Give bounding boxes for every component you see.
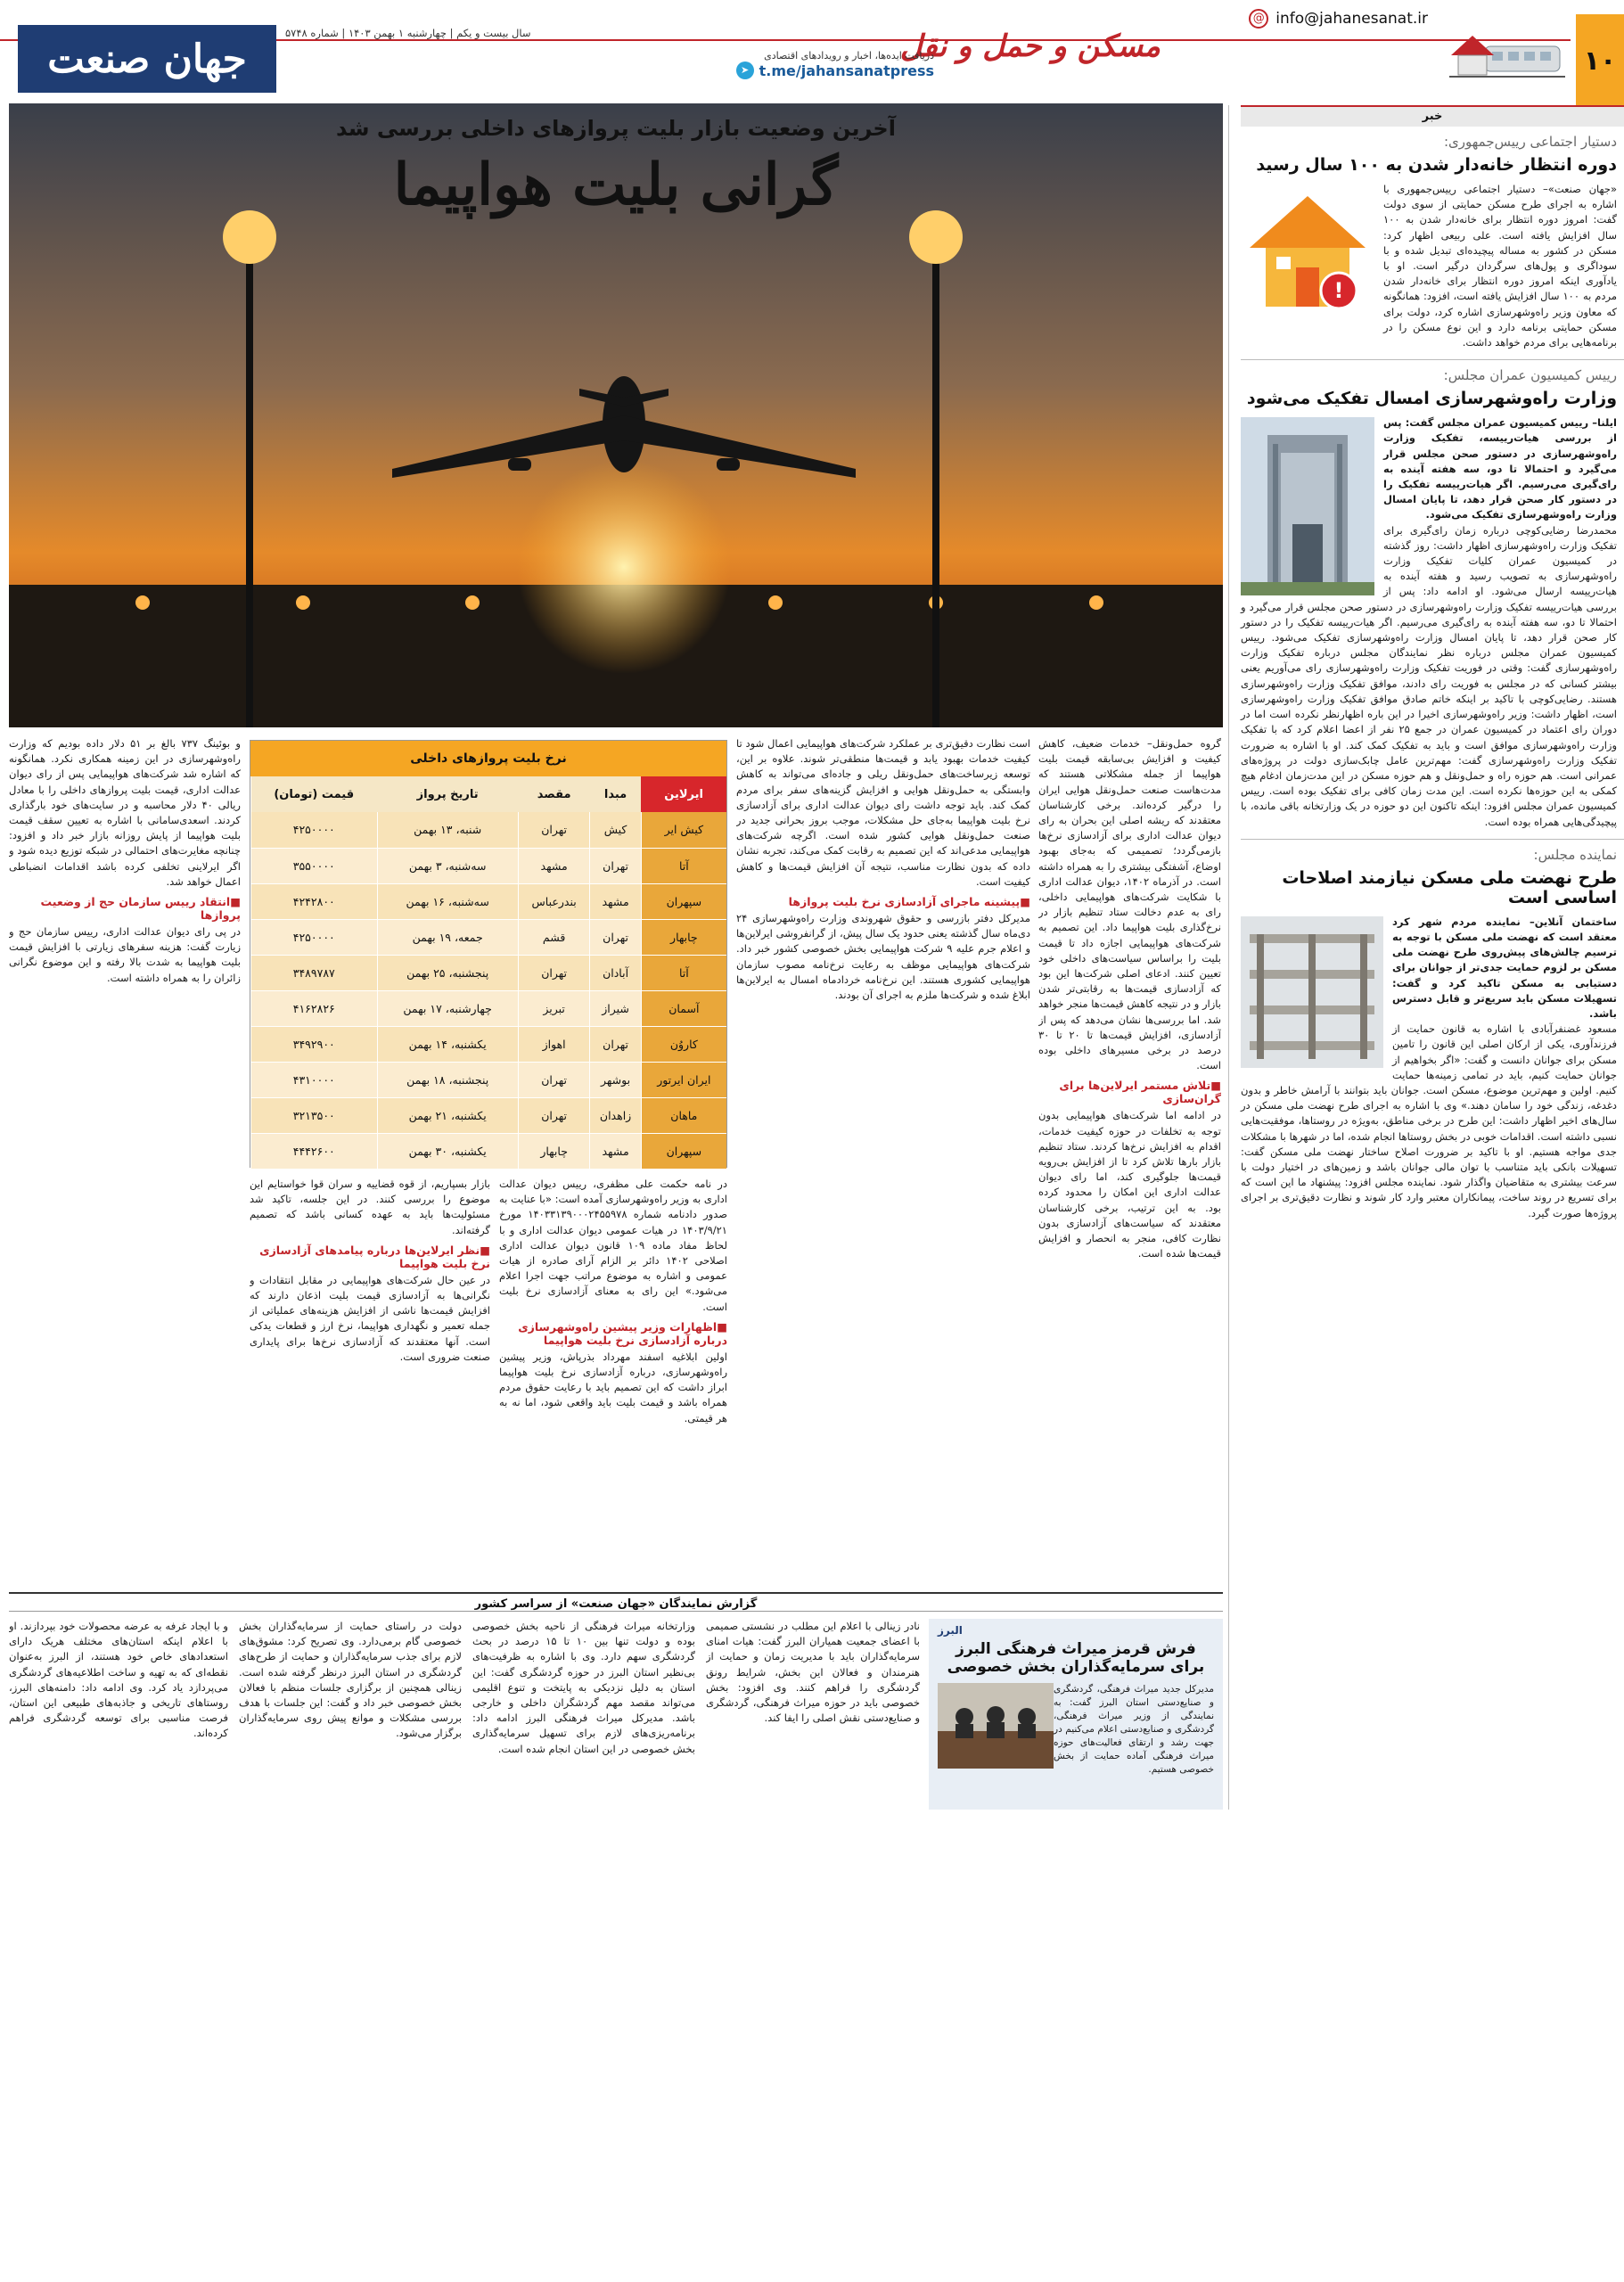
main-col-2-subhead: ■ پیشینه ماجرای آزادسازی نرخ بلیت پروازها [736,895,1030,908]
table-cell: ماهان [641,1097,726,1133]
table-cell: آبادان [590,955,641,990]
story1-title: دوره انتظار خانه‌دار شدن به ۱۰۰ سال رسید [1256,155,1617,175]
main-col-2 [736,736,1030,1579]
sidebar-label-bar [1241,105,1624,127]
table-cell: تهران [518,1062,590,1097]
main-col-1-text-b: در ادامه اما شرکت‌های هواپیمایی بدون توجه به تخلفات در حوزه کیفیت خدمات، اقدام به افزایش نرخ‌ها کردند. ستاد تنظیم بازار بارها تلاش کرد تا از افزایش بی‌رویه قیمت‌ها جلوگیری کند، اما رای دیوان عدالت اداری این امکان را محدود کرده بود. به این ترتیب، برخی کارشناسان معتقدند که سیاست‌های آزادسازی بدون نظارت کافی، منجر به انحصار و افزایش قیمت‌ها شده است. [1038,1109,1221,1260]
main-col-3 [499,1177,727,1578]
table-cell: جمعه، ۱۹ بهمن [377,919,518,955]
divider [1241,839,1624,840]
page-header [0,0,1624,100]
main-col-5 [9,736,241,1579]
main-col-4-text: بازار بسپاریم، از قوه قضاییه و سران قوا خواستایم این موضوع را بررسی کنند. در این جلسه، تاکید شد مسئولیت‌ها باید به عهده کسانی باشد که تصمیم گرفته‌اند. [250,1178,490,1236]
telegram-caption: دریافت ایده‌ها، اخبار و رویدادهای اقتصادی [764,50,934,62]
table-cell: سپهران [641,1133,726,1169]
table-cell: ۳۴۸۹۷۸۷ [251,955,378,990]
table-cell: کاروُن [641,1026,726,1062]
story1-body: «جهان صنعت»– دستیار اجتماعی رییس‌جمهوری با اشاره به اجرای طرح مسکن حمایتی از سوی دولت گفت: امروز دوره انتظار برای خانه‌دار شدن به ۱۰۰ سال افزایش یافته است. علی ربیعی اظهار کرد: مسکن در کشور به مساله پیچیده‌ای تبدیل شده و با سوداگری و پول‌های سرگردان درگیر است. او با یادآوری اینکه امروز دوره انتظار برای خانه‌دار شدن مردم به ۱۰۰ سال افزایش یافته است، افزود: همانگونه که معاون وزیر راه‌وشهرسازی اشاره کرد، دولت برای مسکن حمایتی برنامه دارد و این نوع مسکن را در برنامه‌هایی برای مردم خواهد داشت. [1383,183,1617,349]
price-table-title: نرخ بلیت پروازهای داخلی [250,741,726,776]
main-col-3-text: در نامه حکمت علی مظفری، رییس دیوان عدالت اداری به وزیر راه‌وشهرسازی آمده است: «با عنایت به صدور دادنامه شماره ۱۴۰۳۳۱۳۹۰۰۰۲۴۵۵۹۷۸ مورخ ۱۴۰۳/۹/۲۱ در هیات عمومی دیوان عدالت اداری و با لحاظ مفاد ماده ۱۰۹ قانون دیوان عدالت اداری اصلاحی ۱۴۰۲ دائر بر الزام آرای صادره از هیات عمومی و اشاره به موضوع مراتب جهت اجرا اعلام می‌شود.» این رای به معنای آزادسازی نرخ بلیت است. [499,1178,727,1313]
table-cell: سه‌شنبه، ۱۶ بهمن [377,883,518,919]
svg-text:!: ! [1333,278,1344,303]
section-title: مسکن و حمل و نقل [899,29,1161,64]
story3-body: مسعود غضنفرآبادی با اشاره به قانون حمایت از فرزندآوری، یکی از ارکان اصلی این قانون را تامین مسکن برای جوانان دانست و گفت: «اگر بخواهیم از جوانان حمایت کنیم، باید در تمامی زمینه‌ها حمایت کنیم. اولین و مهم‌ترین موضوع، مسکن است. جوانان باید بتوانند با آرامش خاطر و بدون دغدغه، زندگی خود را سامان دهند.» وی با اشاره به اجرای طرح نهضت ملی مسکن در سال‌های اخیر اظهار داشت: این طرح در برخی مناطق، به‌ویژه در روستاها، موفقیت‌هایی نسبی داشته است. اقدامات خوبی در بخش روستاها انجام شده، اما در شهرها با مشکلات جدی مواجه هستیم. او با تاکید بر ضرورت اصلاح ساختار نهضت ملی مسکن گفت: تسهیلات بانکی باید متناسب با توان مالی جوانان باشد و زمین‌های در اختیار دولت با سرعت بیشتری به متقاضیان واگذار شود. نماینده مجلس افزود: پیشنهاد ما این است که برای تسریع در روند ساخت، پیمانکاران معتبر وارد کار شوند و نظارت دقیق‌تری بر اجرای پروژه‌ها صورت گیرد. [1241,1022,1617,1219]
table-cell: ۴۲۵۰۰۰۰ [251,919,378,955]
table-cell: مشهد [590,883,641,919]
table-row [251,812,727,848]
table-row [251,955,727,990]
table-cell: بندرعباس [518,883,590,919]
story3-kicker: نماینده مجلس: [1533,846,1617,863]
main-col-1-text: گروه حمل‌ونقل– خدمات ضعیف، کاهش کیفیت و افزایش بی‌سابقه قیمت بلیت هواپیما از جمله مشکلاتی هستند که مدت‌هاست صنعت حمل‌ونقل هوایی ایران را درگیر کرده‌اند. برخی کارشناسان معتقدند که ریشه اصلی این بحران به رای دیوان عدالت اداری برای آزادسازی نرخ‌ها بازمی‌گردد؛ تصمیمی که به‌جای بهبود اوضاع، آشفتگی بیشتری را به همراه داشته است. در آذرماه ۱۴۰۲، دیوان عدالت اداری با شکایت شرکت‌های هواپیمایی داخلی، رای به عدم دخالت ستاد تنظیم بازار در نرخ‌گذاری بلیت هواپیما داد. این تصمیم به شرکت‌های هواپیمایی اجازه داد تا قیمت بلیت را براساس سیاست‌های داخلی خود تعیین کنند. ادعای اصلی شرکت‌ها این بود که آزادسازی قیمت‌ها به رقابتی‌تر شدن بازار و در نتیجه کاهش قیمت‌ها منجر خواهد شد. اما بررسی‌ها نشان می‌دهد که پس از آزادسازی، افزایش قیمت‌ها تا ۲۰ تا ۳۰ درصد در برخی مسیرهای داخلی بوده است. [1038,737,1221,1072]
bottom-strip-title: گزارش نمایندگان «جهان صنعت» از سراسر کشور [466,1597,767,1611]
table-cell: ۴۴۴۲۶۰۰ [251,1133,378,1169]
table-header: قیمت (تومان) [251,776,378,812]
page-number-box [1576,14,1624,107]
meeting-photo [938,1683,1054,1769]
story1-kicker: دستیار اجتماعی رییس‌جمهوری: [1443,134,1617,150]
column-rule [1228,105,1229,1810]
table-cell: مشهد [590,1133,641,1169]
table-cell: سپهران [641,883,726,919]
hero-title: گرانی بلیت هواپیما [393,152,839,218]
main-col-5-subhead: ■ انتقاد رییس سازمان حج از وضعیت پروازها [9,895,241,922]
main-col-3-text-b: اولین ابلاغیه اسفند مهرداد بذرپاش، وزیر پیشین راه‌وشهرسازی، درباره آزادسازی نرخ بلیت هواپیما ابراز داشت که این تصمیم باید با رعایت حقوق مردم همراه باشد و قیمت بلیت باید واقعی شود، اما نه به هر قیمتی. [499,1350,727,1424]
construction-photo [1241,916,1383,1068]
table-cell: شیراز [590,990,641,1026]
main-hero [9,103,1223,727]
table-cell: ۴۳۱۰۰۰۰ [251,1062,378,1097]
table-cell: کیش ایر [641,812,726,848]
table-cell: پنجشنبه، ۱۸ بهمن [377,1062,518,1097]
main-col-4-subhead: ■ نظر ایرلاین‌ها درباره پیامدهای آزادسازی نرخ بلیت هواپیما [250,1244,490,1270]
table-header-row [251,776,727,812]
table-header: مقصد [518,776,590,812]
bottom-lead: مدیرکل جدید میراث فرهنگی، گردشگری و صنایع‌دستی استان البرز گفت: به نمایندگی از وزیر میراث فرهنگی، گردشگری و صنایع‌دستی اعلام می‌کنیم در جهت رشد و ارتقای فعالیت‌های حوزه میراث فرهنگی آماده حمایت از بخش خصوصی هستیم. [1054,1684,1214,1775]
sidebar-story-housing-wait [1241,127,1624,350]
table-cell: قشم [518,919,590,955]
bottom-col-3: دولت در راستای حمایت از سرمایه‌گذاران بخش خصوصی گام برمی‌دارد. وی تصریح کرد: مشوق‌های لازم برای جذب سرمایه‌گذاران و حمایت از طرح‌های گردشگری در استان البرز درنظر گرفته شده است. زینالی همچنین از برگزاری جلسات منظم با فعالان بخش خصوصی خبر داد و گفت: این جلسات با هدف بررسی مشکلات و موانع پیش روی سرمایه‌گذاران برگزار می‌شود. [239,1620,462,1740]
table-cell: یکشنبه، ۱۴ بهمن [377,1026,518,1062]
table-row [251,848,727,883]
story3-lead: ساختمان آنلاین– نماینده مردم شهر کرد معتقد است که نهضت ملی مسکن با توجه به ترسیم چالش‌های پیش‌روی طرح نهضت ملی مسکن بر لزوم حمایت جدی‌تر از جوانان برای دستیابی به مسکن تاکید کرد و گفت: تسهیلات مسکن باید سریع‌تر و قابل دسترس باشد. [1392,915,1617,1020]
divider [1241,359,1624,360]
table-cell: ۴۲۵۰۰۰۰ [251,812,378,848]
telegram-icon: ➤ [736,62,754,79]
bottom-feature [929,1619,1223,1810]
sidebar [1241,105,1624,1810]
table-cell: یکشنبه، ۲۱ بهمن [377,1097,518,1133]
table-cell: ۴۲۴۲۸۰۰ [251,883,378,919]
sidebar-story-housing-reform [1241,847,1624,1221]
table-cell: تهران [590,848,641,883]
bottom-col-4: و با ایجاد غرفه به عرضه محصولات خود بپردازند. او با اعلام اینکه استان‌های مختلف هریک دارای استعدادهای خاص خود هستند، از البرز به‌عنوان نقطه‌ای که به تهیه و ساخت اطلاعیه‌های گردشگری می‌پردازد یاد کرد. وی ادامه داد: دامنه‌های البرز، روستاهای تاریخی و جاذبه‌های طبیعی این استان، فرصت مناسبی برای توسعه گردشگری فراهم کرده‌اند. [9,1620,228,1740]
telegram-block[interactable] [667,50,934,79]
email-line[interactable] [1249,9,1428,29]
main-col-5-text: و بوئینگ ۷۳۷ بالغ بر ۵۱ دلار داده بودیم که وزارت راه‌وشهرسازی در این زمینه همکاری نکرد. همانگونه که اشاره شد شرکت‌های هواپیمایی پس از رای دیوان عدالت اداری، قیمت بلیت پروازهای داخلی را با معادل ریالی ۴۰ دلار محاسبه و در سایت‌های خود بارگذاری کردند. اسعدی‌سامانی با اشاره به تعیین سقف قیمت بلیت هواپیما از پایش روزانه بازار خبر داد و افزود: چنانچه مغایرت‌های احتمالی در شبکه توزیع دیده شود و اگر ایرلاینی تخلفی کرده باشد اقدامات انضباطی اعمال خواهد شد. [9,737,241,888]
main-col-1 [1038,736,1221,1579]
sidebar-label: خبر [1422,110,1443,123]
table-row [251,919,727,955]
telegram-link[interactable]: t.me/jahansanatpress [759,62,934,79]
table-cell: تهران [590,919,641,955]
table-cell: ۴۱۶۲۸۲۶ [251,990,378,1026]
table-header: تاریخ پرواز [377,776,518,812]
main-col-4 [250,1177,490,1578]
table-row [251,1097,727,1133]
transport-train-icon [1449,20,1565,82]
table-cell: شنبه، ۱۳ بهمن [377,812,518,848]
main-col-3-subhead: ■ اظهارات وزیر پیشین راه‌وشهرسازی درباره آزادسازی نرخ بلیت هواپیما [499,1320,727,1347]
table-cell: چهارشنبه، ۱۷ بهمن [377,990,518,1026]
table-cell: چابهار [641,919,726,955]
table-cell: مشهد [518,848,590,883]
page-number: ۱۰ [1583,45,1617,77]
main-col-2-text-b: مدیرکل دفتر بازرسی و حقوق شهروندی وزارت راه‌وشهرسازی ۲۴ دی‌ماه سال گذشته یعنی حدود یک سال پیش، از گرانفروشی ایرلاین‌ها و اعلام جرم علیه ۹ شرکت هواپیمایی بخش خصوصی کشور خبر داد. شرکت‌های هواپیمایی موظف به رعایت نرخ‌نامه مصوب سازمان هواپیمایی کشوری هستند. این نرخ‌نامه خردادماه امسال به ایرلاین‌ها ابلاغ شده و شرکت‌ها ملزم به اجرای آن بودند. [736,912,1030,1002]
story3-title: طرح نهضت ملی مسکن نیازمند اصلاحات اساسی است [1282,867,1617,907]
ministry-building-photo [1241,417,1374,595]
email-address[interactable]: info@jahanesanat.ir [1275,10,1428,28]
table-cell: ۳۴۹۲۹۰۰ [251,1026,378,1062]
issue-info: سال بیست و یکم | چهارشنبه ۱ بهمن ۱۴۰۳ | شماره ۵۷۴۸ [285,27,531,39]
table-cell: زاهدان [590,1097,641,1133]
table-cell: بوشهر [590,1062,641,1097]
table-cell: آتا [641,848,726,883]
table-cell: تهران [518,812,590,848]
email-icon: @ [1249,9,1268,29]
table-cell: یکشنبه، ۳۰ بهمن [377,1133,518,1169]
bottom-story [9,1619,1223,1810]
story2-kicker: رییس کمیسیون عمران مجلس: [1443,367,1617,384]
table-header: مبدا [590,776,641,812]
hero-overtitle: آخرین وضعیت بازار بلیت پروازهای داخلی بررسی شد [336,116,896,141]
table-cell: تهران [518,1097,590,1133]
table-row [251,883,727,919]
table-cell: ایران ایرتور [641,1062,726,1097]
sidebar-story-ministry-split [1241,367,1624,829]
table-row [251,990,727,1026]
table-cell: تهران [518,955,590,990]
table-row [251,1026,727,1062]
table-row [251,1133,727,1169]
table-cell: کیش [590,812,641,848]
story2-body: محمدرضا رضایی‌کوچی درباره زمان رای‌گیری برای تفکیک وزارت راه‌وشهرسازی اظهار داشت: روز گذشته در کمیسیون عمران کلیات تفکیک وزارت راه‌وشهرسازی به تصویب رسید و هفته آینده به هیات‌رییسه ارسال می‌شود. او ادامه داد: پس از بررسی هیات‌رییسه تفکیک وزارت راه‌وشهرسازی در دستور صحن مجلس قرار می‌گیرد و احتمالا تا دو، سه هفته آینده به رای‌گیری می‌رسیم. اگر هیات‌رییسه تفکیک را در دستور کار صحن قرار دهد، تا پایان امسال وزارت راه‌وشهرسازی تفکیک می‌شود. رییس کمیسیون عمران مجلس درباره نظر نمایندگان مجلس درباره تفکیک وزارت راه‌وشهرسازی گفت: وقتی در فوریت تفکیک وزارت راه‌وشهرسازی رای می‌آوریم یعنی بیشتر کسانی که در مجلس به فوریت رای دادند، موافق تفکیک وزارت راه‌وشهرسازی هستند. رضایی‌کوچی با تاکید بر اینکه خاتم صادق موافق تفکیک وزارت راه‌وشهرسازی است، اظهار داشت: وزیر راه‌وشهرسازی اخیرا در این باره اظهارنظر نکرده است اما در دوران رای اعتماد در کمیسیون عمران در جمع ۲۵ نفر از اعضا اعلام کرد که با تفکیک وزارت راه‌وشهرسازی موافق است و باید به تفکیک کمک کند. او با اشاره به ضرورت تفکیک وزارت راه‌وشهرسازی گفت: مهم‌ترین عامل چابک‌سازی دولت در پروژه‌های عمرانی است. هم حوزه راه و حمل‌ونقل و هم حوزه مسکن در این مدت‌زمان ادغام هیچ کمکی به این حوزه‌ها نکرده است. این مدت زمان کافی برای تفکیک بوده است. رییس کمیسیون عمران مجلس افزود: اینکه تاکنون این دو حوزه در یک وزارتخانه باقی مانده، با پیچیدگی‌هایی همراه بوده است. [1241,523,1617,828]
bottom-strip-header [9,1592,1223,1612]
table-header: ایرلاین [641,776,726,812]
table-cell: چابهار [518,1133,590,1169]
story2-title: وزارت راه‌وشهرسازی امسال تفکیک می‌شود [1246,389,1617,409]
table-cell: پنجشنبه، ۲۵ بهمن [377,955,518,990]
brand-logo [18,25,276,93]
table-cell: ۳۵۵۰۰۰۰ [251,848,378,883]
brand-name: جهان صنعت [47,36,247,82]
main-col-4-text-b: در عین حال شرکت‌های هواپیمایی در مقابل انتقادات و نگرانی‌ها به آزادسازی قیمت بلیت اذعان دارند که افزایش قیمت‌ها ناشی از افزایش هزینه‌های عملیاتی از جمله تعمیر و نگهداری هواپیما، نرخ ارز و قطعات یدکی است. آنها معتقدند که آزادسازی نرخ‌ها برای پایداری صنعت ضروری است. [250,1273,490,1363]
price-table [250,740,727,1168]
price-table-grid [250,776,726,1170]
bottom-col-1: نادر زینالی با اعلام این مطلب در نشستی صمیمی با اعضای جمعیت همیاران البرز گفت: هیات امنای سرمایه‌گذاران باید با مدیریت زمان و حمایت از هنرمندان و فعالان این بخش، شرایط رونق گردشگری را فراهم کنند. وی افزود: بخش خصوصی باید در حوزه میراث فرهنگی، گردشگری و صنایع‌دستی نقش اصلی را ایفا کند. [706,1620,920,1725]
main-col-5-text-b: در پی رای دیوان عدالت اداری، رییس سازمان حج و زیارت گفت: هزینه سفرهای زیارتی با افزایش قیمت بلیت هواپیما به شدت بالا رفته و این موضوع نگرانی زائران را به همراه داشته است. [9,925,241,984]
bottom-region: البرز [938,1624,963,1637]
main-col-1-subhead: ■ تلاش مستمر ایرلاین‌ها برای گران‌سازی [1038,1079,1221,1105]
story2-lead: ایلنا– رییس کمیسیون عمران مجلس گفت: پس از بررسی هیات‌رییسه، تفکیک وزارت راه‌وشهرسازی در دستور صحن مجلس قرار می‌گیرد و احتمالا تا دو، سه هفته آینده به رای‌گیری می‌رسیم. اگر هیات‌رییسه تفکیک را در دستور کار صحن قرار دهد، تا پایان امسال وزارت راه‌وشهرسازی تفکیک می‌شود. [1383,416,1617,521]
table-cell: ۳۲۱۳۵۰۰ [251,1097,378,1133]
table-cell: سه‌شنبه، ۳ بهمن [377,848,518,883]
table-cell: آتا [641,955,726,990]
main-col-2-text: است نظارت دقیق‌تری بر عملکرد شرکت‌های هواپیمایی اعمال شود تا کیفیت خدمات بهبود یابد و قیمت‌ها منطقی‌تر شوند. علاوه بر این، توسعه زیرساخت‌های حمل‌ونقل ریلی و جاده‌ای می‌تواند به کاهش وابستگی به حمل‌ونقل هوایی و افزایش گزینه‌های سفر برای مردم کمک کند. باید توجه داشت رای دیوان عدالت اداری برای آزادسازی نرخ بلیت هواپیما به‌جای حل مشکلات، موجب بروز بحرانی جدید در صنعت حمل‌ونقل هوایی کشور شده است. اگرچه شرکت‌های هواپیمایی مدعی‌اند که این تصمیم به رقابت کمک می‌کند، تجربه نشان داده که بدون نظارت مناسب، نتیجه آن افزایش قیمت‌ها و کاهش کیفیت است. [736,737,1030,888]
bottom-title: فرش قرمز میراث فرهنگی البرز برای سرمایه‌گذاران بخش خصوصی [947,1640,1205,1676]
table-cell: آسمان [641,990,726,1026]
house-warning-icon [1241,185,1374,319]
bottom-col-2: وزارتخانه میراث فرهنگی از ناحیه بخش خصوصی بوده و دولت تنها بین ۱۰ تا ۱۵ درصد در بحث گردشگری سهم دارد. وی با اشاره به ظرفیت‌های بی‌نظیر استان البرز در حوزه گردشگری گفت: این استان به دلیل نزدیکی به پایتخت و تنوع اقلیمی می‌تواند مقصد مهم گردشگران داخلی و خارجی باشد. مدیرکل میراث فرهنگی البرز ادامه داد: برنامه‌ریزی‌های لازم برای تسهیل سرمایه‌گذاری بخش خصوصی در این استان انجام شده است. [472,1620,695,1755]
table-row [251,1062,727,1097]
table-cell: تبریز [518,990,590,1026]
table-cell: تهران [590,1026,641,1062]
table-cell: اهواز [518,1026,590,1062]
